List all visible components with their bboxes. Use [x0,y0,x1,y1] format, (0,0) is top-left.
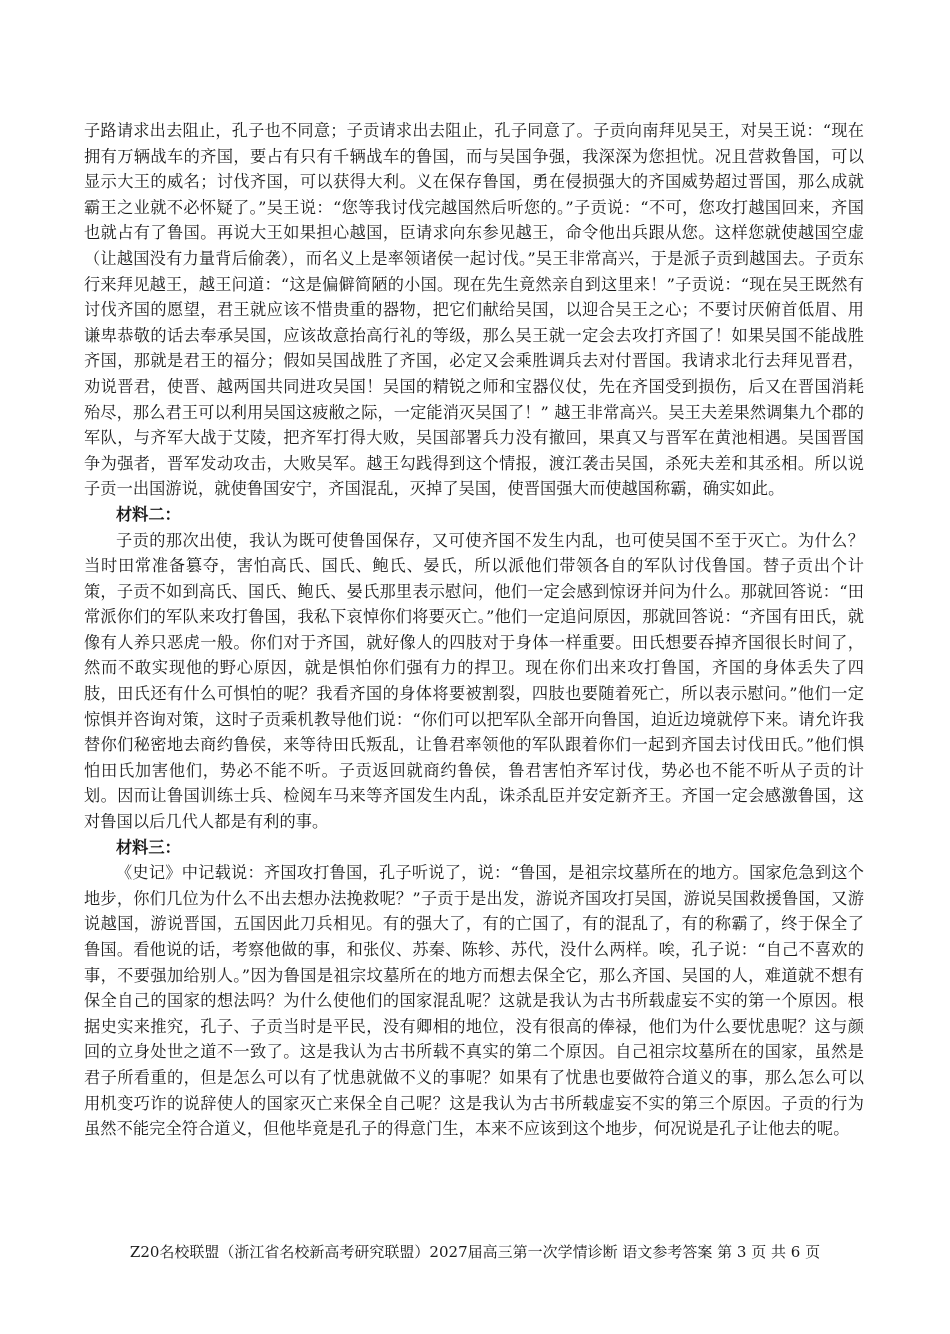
material-two-paragraph: 子贡的那次出使，我认为既可使鲁国保存，又可使齐国不发生内乱，也可使吴国不至于灭亡。为什么？当时田常准备篡夺，害怕高氏、国氏、鲍氏、晏氏，所以派他们带领各自的军队讨伐鲁国。替子贡出个计策，子贡不如到高氏、国氏、鲍氏、晏氏那里表示慰问，他们一定会感到惊讶并问为什么。那就回答说：“田常派你们的军队来攻打鲁国，我私下哀悼你们将要灭亡。”他们一定追问原因，那就回答说：“齐国有田氏，就像有人养只恶虎一般。你们对于齐国，就好像人的四肢对于身体一样重要。田氏想要吞掉齐国很长时间了，然而不敢实现他的野心原因，就是惧怕你们强有力的捍卫。现在你们出来攻打鲁国，齐国的身体丢失了四肢，田氏还有什么可惧怕的呢？我看齐国的身体将要被割裂，四肢也要随着死亡，所以表示慰问。”他们一定惊惧并咨询对策，这时子贡乘机教导他们说：“你们可以把军队全部开向鲁国，迫近边境就停下来。请允许我替你们秘密地去商约鲁侯，来等待田氏叛乱，让鲁君率领他的军队跟着你们一起到齐国去讨伐田氏。”他们惧怕田氏加害他们，势必不能不听。子贡返回就商约鲁侯，鲁君害怕齐军讨伐，势必也不能不听从子贡的计划。因而让鲁国训练士兵、检阅车马来等齐国发生内乱，诛杀乱臣并安定新齐王。齐国一定会感激鲁国，这对鲁国以后几代人都是有利的事。 [84,530,864,832]
material-three-heading: 材料三： [116,837,181,857]
material-three-paragraph: 《史记》中记载说：齐国攻打鲁国，孔子听说了，说：“鲁国，是祖宗坟墓所在的地方。国家危急到这个地步，你们几位为什么不出去想办法挽救呢？”子贡于是出发，游说齐国攻打吴国，游说吴国救援鲁国，又游说越国，游说晋国，五国因此刀兵相见。有的强大了，有的亡国了，有的混乱了，有的称霸了，终于保全了鲁国。看他说的话，考察他做的事，和张仪、苏秦、陈轸、苏代，没什么两样。唉，孔子说：“自己不喜欢的事，不要强加给别人。”因为鲁国是祖宗坟墓所在的地方而想去保全它，那么齐国、吴国的人，难道就不想有保全自己的国家的想法吗？为什么使他们的国家混乱呢？这就是我认为古书所载虚妄不实的第一个原因。根据史实来推究，孔子、子贡当时是平民，没有卿相的地位，没有很高的俸禄，他们为什么要忧患呢？这与颜回的立身处世之道不一致了。这是我认为古书所载不真实的第二个原因。自己祖宗坟墓所在的国家，虽然是君子所看重的，但是怎么可以有了忧患就做不义的事呢？如果有了忧患也要做符合道义的事，那么怎么可以用机变巧诈的说辞使人的国家灭亡来保全自己呢？这是我认为古书所载虚妄不实的第三个原因。子贡的行为虽然不能完全符合道义，但他毕竟是孔子的得意门生，本来不应该到这个地步，何况说是孔子让他去的呢。 [84,863,864,1139]
material-two-heading: 材料二： [116,504,181,524]
material-one-continuation: 子路请求出去阻止，孔子也不同意；子贡请求出去阻止，孔子同意了。子贡向南拜见吴王，对吴王说：“现在拥有万辆战车的齐国，要占有只有千辆战车的鲁国，而与吴国争强，我深深为您担忧。况且营救鲁国，可以显示大王的威名；讨伐齐国，可以获得大利。义在保存鲁国，勇在侵损强大的齐国威势超过晋国，那么成就霸王之业就不必怀疑了。”吴王说：“您等我讨伐完越国然后听您的。”子贡说：“不可，您攻打越国回来，齐国也就占有了鲁国。再说大王如果担心越国，臣请求向东参见越王，命令他出兵跟从您。这样您就使越国空虚（让越国没有力量背后偷袭），而名义上是率领诸侯一起讨伐。”吴王非常高兴，于是派子贡到越国去。子贡东行来拜见越王，越王问道：“这是偏僻简陋的小国。现在先生竟然亲自到这里来！”子贡说：“现在吴王既然有讨伐齐国的愿望，君王就应该不惜贵重的器物，把它们献给吴国，以迎合吴王之心；不要讨厌俯首低眉、用谦卑恭敬的话去奉承吴国，应该故意抬高行礼的等级，那么吴王就一定会去攻打齐国了！如果吴国不能战胜齐国，那就是君王的福分；假如吴国战胜了齐国，必定又会乘胜调兵去对付晋国。我请求北行去拜见晋君，劝说晋君，使晋、越两国共同进攻吴国！吴国的精锐之师和宝器仪仗，先在齐国受到损伤，后又在晋国消耗殆尽，那么君王可以利用吴国这疲敝之际，一定能消灭吴国了！” 越王非常高兴。吴王夫差果然调集九个郡的军队，与齐军大战于艾陵，把齐军打得大败，吴国部署兵力没有撤回，果真又与晋军在黄池相遇。吴国晋国争为强者，晋军发动攻击，大败吴军。越王勾践得到这个情报，渡江袭击吴国，杀死夫差和其丞相。所以说子贡一出国游说，就使鲁国安宁，齐国混乱，灭掉了吴国，使晋国强大而使越国称霸，确实如此。 [84,121,864,499]
page-footer: Z20名校联盟（浙江省名校新高考研究联盟）2027届高三第一次学情诊断 语文参考答案 第 3 页 共 6 页 [129,1243,821,1261]
